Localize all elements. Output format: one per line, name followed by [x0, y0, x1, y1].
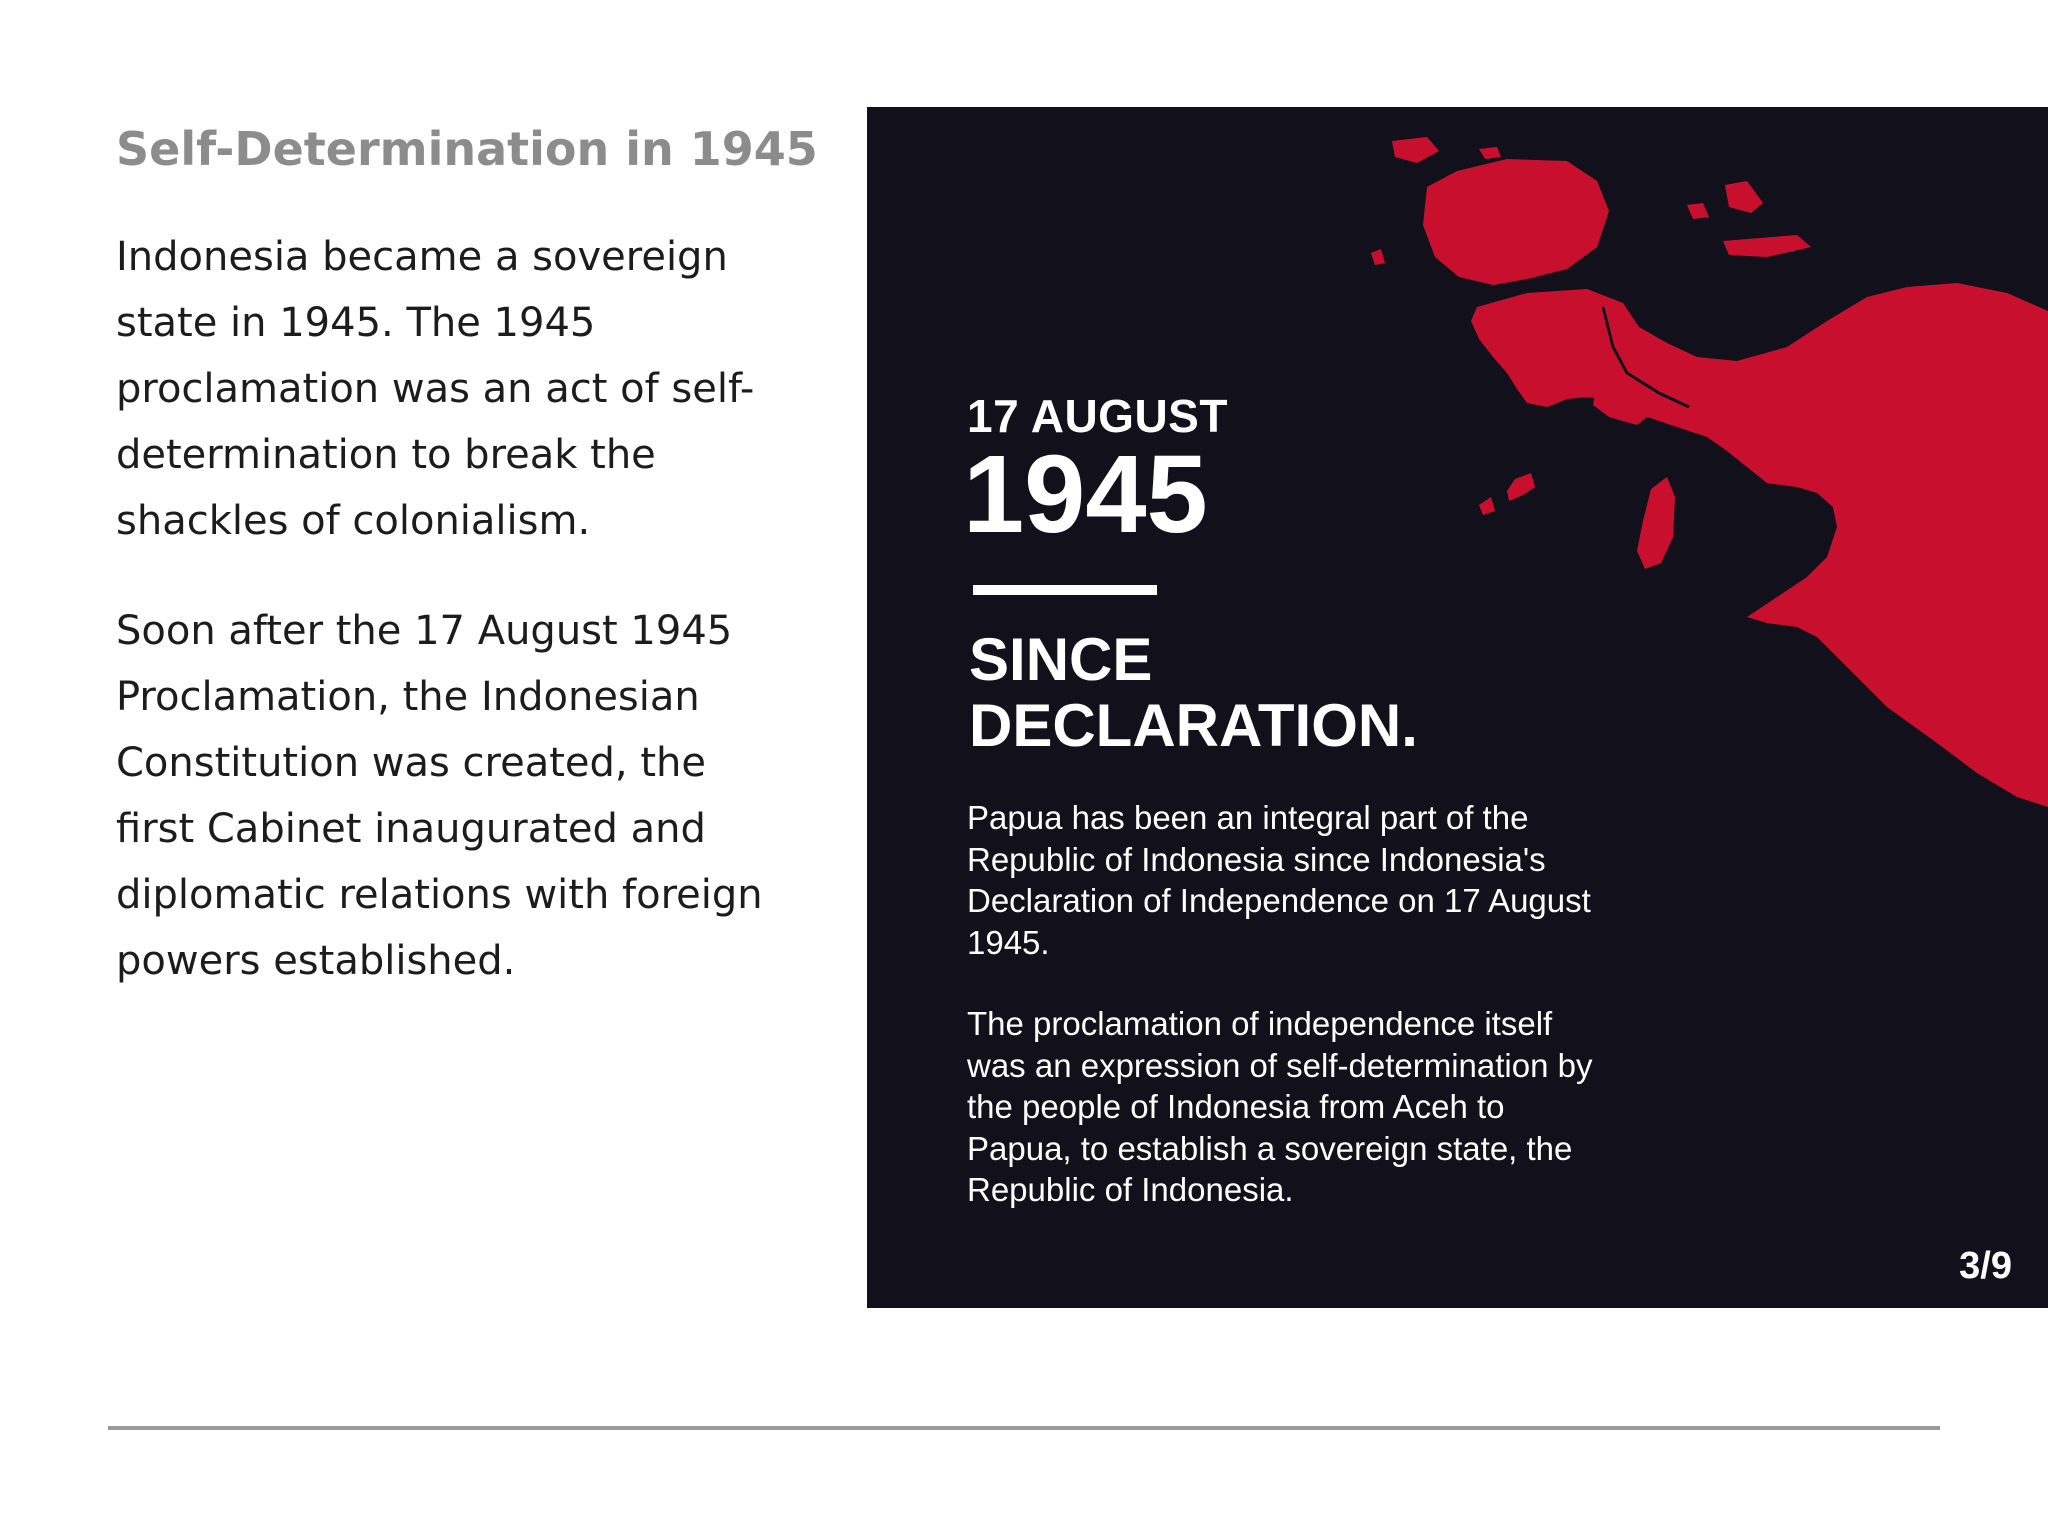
- declaration-image: [867, 107, 2048, 1308]
- section-title: Self-Determination in 1945: [116, 122, 818, 176]
- island-shape: [1723, 235, 1811, 257]
- figure-divider: [973, 585, 1157, 595]
- papua-mainland: [1471, 283, 2048, 807]
- island-shape: [1479, 497, 1495, 515]
- island-shape: [1687, 203, 1709, 219]
- figure-year: 1945: [963, 433, 1208, 556]
- footer-divider: [108, 1426, 1940, 1430]
- figure-heading-line-2: DECLARATION.: [969, 692, 1418, 759]
- figure-date-line: 17 AUGUST: [967, 390, 1228, 442]
- island-shape: [1725, 181, 1763, 213]
- birds-head-north: [1423, 159, 1609, 285]
- figure-body-paragraph-1: Papua has been an integral part of the Republic of Indonesia since Indonesia's Declaration of Independence on 17 August 1945.: [967, 799, 1591, 961]
- text-column: [116, 118, 818, 1038]
- island-shape: [1507, 473, 1535, 501]
- figure-body-paragraph-2: The proclamation of independence itself was an expression of self-determination by the people of Indonesia from Aceh to Papua, to establish a sovereign state, the Republic of Indonesia.: [967, 1005, 1593, 1208]
- island-shape: [1479, 147, 1501, 159]
- paragraph-proclamation: Soon after the 17 August 1945 Proclamation, the Indonesian Constitution was created, the first Cabinet inaugurated and diplomatic relations with foreign powers established.: [116, 608, 763, 984]
- figure-heading: [969, 627, 1418, 759]
- figure-page-indicator: 3/9: [1959, 1245, 2012, 1287]
- figure-heading-line-1: SINCE: [969, 626, 1153, 693]
- island-shape: [1371, 249, 1385, 265]
- island-shape: [1637, 477, 1675, 569]
- paragraph-sovereignty: Indonesia became a sovereign state in 1945. The 1945 proclamation was an act of self-determination to break the shackles of colonialism.: [116, 234, 755, 544]
- island-shape: [1392, 137, 1439, 163]
